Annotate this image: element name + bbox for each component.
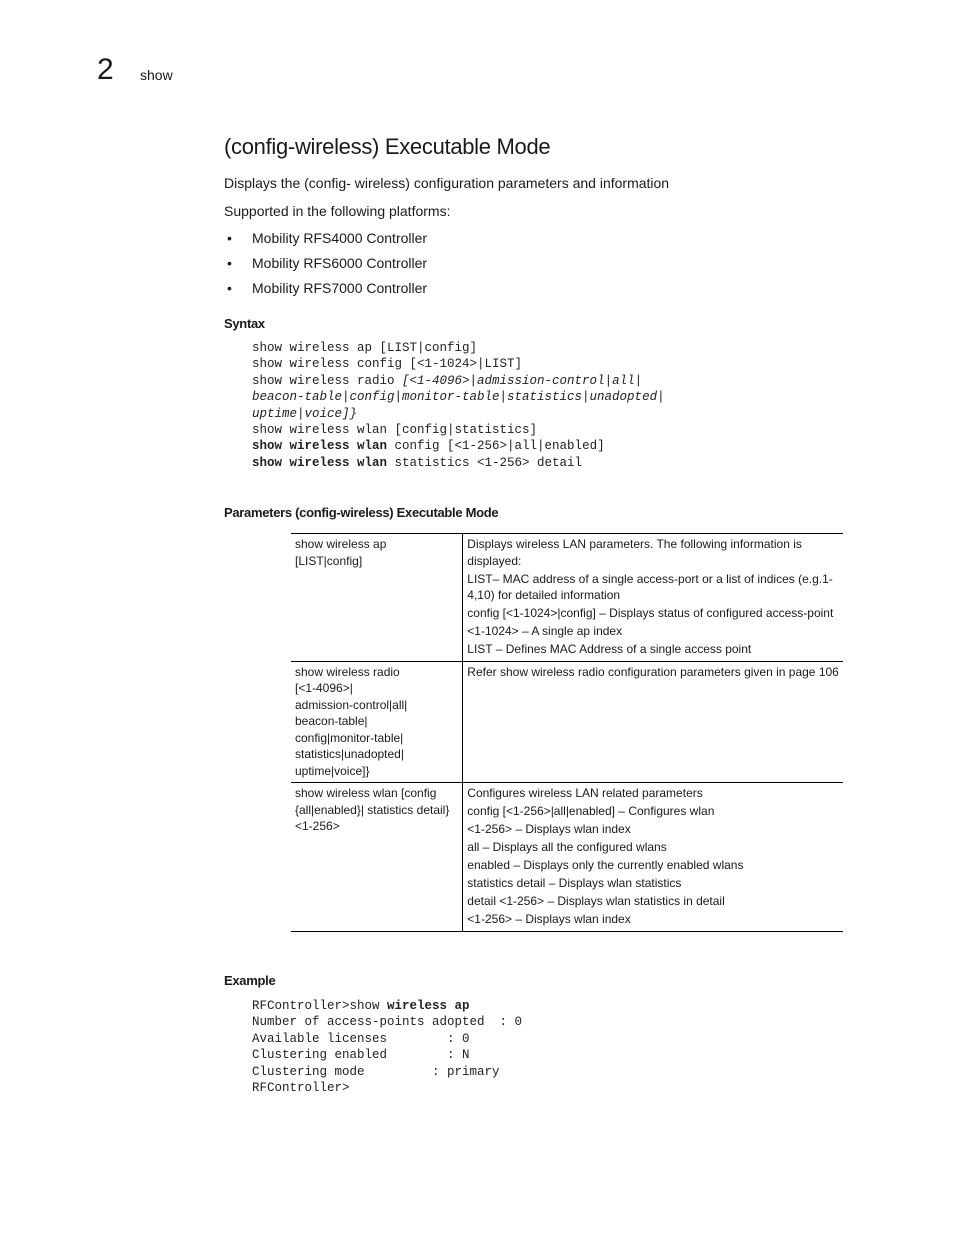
- table-row: [291, 534, 843, 662]
- platform-name: Mobility RFS4000 Controller: [252, 230, 428, 246]
- description-line: <1-1024> – A single ap index: [467, 624, 623, 638]
- parameter-cell: [291, 783, 463, 932]
- parameter-line: beacon-table|: [295, 714, 368, 728]
- parameter-line: statistics|unadopted|: [295, 747, 404, 761]
- example-heading: Example: [224, 973, 276, 988]
- code-segment: Clustering enabled : N: [252, 1048, 470, 1063]
- code-segment: show wireless config [<1-1024>|LIST]: [252, 357, 523, 372]
- example-code-block: [252, 998, 522, 1096]
- parameter-line: show wireless radio: [295, 664, 400, 679]
- description-line: Configures wireless LAN related parameters: [467, 786, 703, 800]
- bullet-icon: •: [227, 280, 232, 296]
- description-line: config [<1-1024>|config] – Displays status of configured access-point: [467, 606, 834, 620]
- code-segment: beacon-table|config|monitor-table|statistics|unadopted|: [252, 390, 665, 405]
- parameter-line: [LIST|config]: [295, 553, 363, 568]
- platform-name: Mobility RFS7000 Controller: [252, 280, 428, 296]
- code-segment: show wireless ap [LIST|config]: [252, 341, 478, 355]
- code-segment: wireless ap: [387, 999, 470, 1013]
- chapter-name: show: [140, 67, 173, 83]
- code-segment: show wireless wlan: [252, 439, 388, 454]
- description-line: config [<1-256>|all|enabled] – Configures wlan: [467, 804, 715, 818]
- parameter-cell: [291, 661, 463, 783]
- list-item: [226, 229, 427, 254]
- parameter-line: show wireless ap: [295, 537, 387, 551]
- code-segment: show wireless radio: [252, 373, 403, 388]
- description-line: Refer show wireless radio configuration parameters given in page 106: [467, 664, 839, 679]
- description-line: statistics detail – Displays wlan statistics: [467, 876, 682, 890]
- description-line: detail <1-256> – Displays wlan statistics in detail: [467, 894, 725, 908]
- description-line: all – Displays all the configured wlans: [467, 840, 667, 854]
- description-line: enabled – Displays only the currently enabled wlans: [467, 858, 744, 872]
- code-segment: uptime|voice]}: [252, 406, 358, 421]
- code-segment: [<1-4096>|admission-control|all|: [402, 373, 643, 388]
- description-line: <1-256> – Displays wlan index: [467, 822, 631, 836]
- parameters-table-body: [291, 534, 843, 932]
- description-cell: [463, 534, 843, 662]
- list-item: [226, 254, 427, 279]
- code-segment: statistics <1-256> detail: [387, 455, 583, 470]
- description-cell: [463, 661, 843, 783]
- description-line: LIST – Defines MAC Address of a single access point: [467, 642, 752, 656]
- syntax-heading: Syntax: [224, 316, 265, 331]
- description-line: Displays wireless LAN parameters. The following information is displayed:: [467, 537, 802, 568]
- code-segment: Clustering mode : primary: [252, 1064, 500, 1079]
- parameters-table: [291, 533, 843, 932]
- platform-list: [226, 229, 427, 304]
- platform-name: Mobility RFS6000 Controller: [252, 255, 428, 271]
- code-segment: show wireless wlan [config|statistics]: [252, 423, 538, 438]
- code-segment: Available licenses : 0: [252, 1031, 470, 1046]
- description-cell: [463, 783, 843, 932]
- parameter-line: uptime|voice]}: [295, 763, 370, 778]
- syntax-code-block: [252, 340, 665, 471]
- table-row: [291, 783, 843, 932]
- chapter-number: 2: [97, 53, 114, 86]
- parameter-line: show wireless wlan [config {all|enabled}| statistics detail} <1-256>: [295, 786, 450, 833]
- code-segment: RFController>show: [252, 999, 388, 1013]
- parameter-line: config|monitor-table|: [295, 730, 404, 745]
- list-item: [226, 279, 427, 304]
- bullet-icon: •: [227, 255, 232, 271]
- bullet-icon: •: [227, 230, 232, 246]
- code-segment: config [<1-256>|all|enabled]: [387, 439, 605, 454]
- code-segment: show wireless wlan: [252, 455, 388, 470]
- description-line: <1-256> – Displays wlan index: [467, 912, 631, 926]
- parameter-line: [<1-4096>|: [295, 681, 353, 695]
- parameters-heading: Parameters (config-wireless) Executable Mode: [224, 505, 499, 520]
- parameter-line: admission-control|all|: [295, 697, 408, 712]
- section-description: Displays the (config- wireless) configuration parameters and information: [224, 175, 670, 191]
- supported-platforms-intro: Supported in the following platforms:: [224, 203, 451, 219]
- code-segment: Number of access-points adopted : 0: [252, 1015, 523, 1030]
- table-row: [291, 661, 843, 783]
- description-line: LIST– MAC address of a single access-port or a list of indices (e.g.1-4,10) for detailed information: [467, 571, 833, 602]
- section-title: (config-wireless) Executable Mode: [224, 134, 551, 159]
- parameter-cell: [291, 534, 463, 662]
- code-segment: RFController>: [252, 1081, 350, 1096]
